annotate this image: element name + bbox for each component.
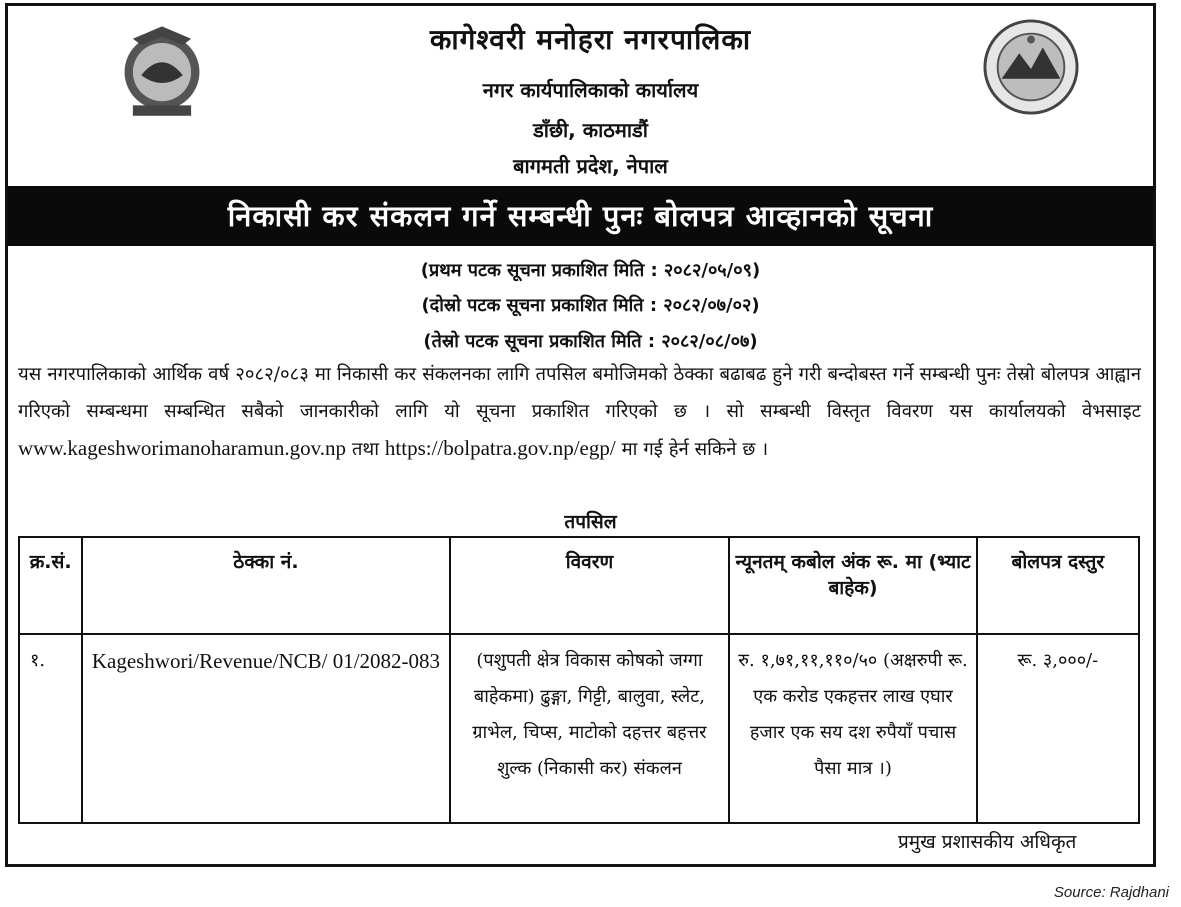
header-min-bid: न्यूनतम् कबोल अंक रू. मा (भ्याट बाहेक) <box>729 537 976 634</box>
header-description: विवरण <box>450 537 730 634</box>
office-name: नगर कार्यपालिकाको कार्यालय <box>482 78 699 102</box>
org-name: कागेश्वरी मनोहरा नगरपालिका <box>429 23 752 56</box>
table-header-row <box>19 537 1139 634</box>
province: बागमती प्रदेश, नेपाल <box>513 154 668 178</box>
header-sn: क्र.सं. <box>19 537 82 634</box>
schedule-label: तपसिल <box>564 511 617 533</box>
body-text-part1: यस नगरपालिकाको आर्थिक वर्ष २०८२/०८३ मा निकासी कर संकलनका लागि तपसिल बमोजिमको ठेक्का बढाबढ हुने गरी बन्दोबस्त गर्ने सम्बन्धी पुनः तेस्रो बोलपत्र आह्वान गरिएको सम्बन्धमा सम्बन्धित सबैको जानकारीको लागि यो सूचना प्रकाशित गरिएको छ । सो सम्बन्धी विस्तृत विवरण यस कार्यालयको वेभसाइट <box>18 364 1141 422</box>
publish-date-third: (तेस्रो पटक सूचना प्रकाशित मिति : २०८२/०८/०७) <box>423 331 758 352</box>
website-link[interactable]: www.kageshworimanoharamun.gov.np <box>18 436 346 460</box>
cell-min-bid: रु. १,७१,११,११०/५० (अक्षरुपी रू. एक करोड एकहत्तर लाख एघार हजार एक सय दश रुपैयाँ पचास पैसा मात्र ।) <box>729 634 976 823</box>
header-fee: बोलपत्र दस्तुर <box>977 537 1139 634</box>
publish-date-first: (प्रथम पटक सूचना प्रकाशित मिति : २०८२/०५/०९) <box>420 260 761 281</box>
header-contract-no: ठेक्का नं. <box>82 537 449 634</box>
publish-date-second: (दोस्रो पटक सूचना प्रकाशित मिति : २०८२/०७/०२) <box>421 295 760 316</box>
body-text-part2: तथा <box>351 439 380 460</box>
cell-contract-no: Kageshwori/Revenue/NCB/ 01/2082-083 <box>82 634 449 823</box>
notice-body <box>18 356 1141 468</box>
cell-description: (पशुपती क्षेत्र विकास कोषको जग्गा बाहेकमा) ढुङ्गा, गिट्टी, बालुवा, स्लेट, ग्राभेल, चिप्स, माटोको दहत्तर बहत्तर शुल्क (निकासी कर) संकलन <box>450 634 730 823</box>
cell-fee: रू. ३,०००/- <box>977 634 1139 823</box>
schedule-table <box>18 536 1140 824</box>
cell-sn: १. <box>19 634 82 823</box>
signatory: प्रमुख प्रशासकीय अधिकृत <box>898 831 1077 853</box>
body-text-part3: मा गई हेर्न सकिने छ । <box>621 439 769 460</box>
table-row <box>19 634 1139 823</box>
address: डाँछी, काठमाडौं <box>533 118 648 142</box>
source-credit: Source: Rajdhani <box>1053 884 1169 901</box>
municipality-seal-icon <box>982 18 1080 116</box>
notice-title: निकासी कर संकलन गर्ने सम्बन्धी पुनः बोलपत्र आव्हानको सूचना <box>8 186 1153 246</box>
egp-link[interactable]: https://bolpatra.gov.np/egp/ <box>384 436 616 460</box>
